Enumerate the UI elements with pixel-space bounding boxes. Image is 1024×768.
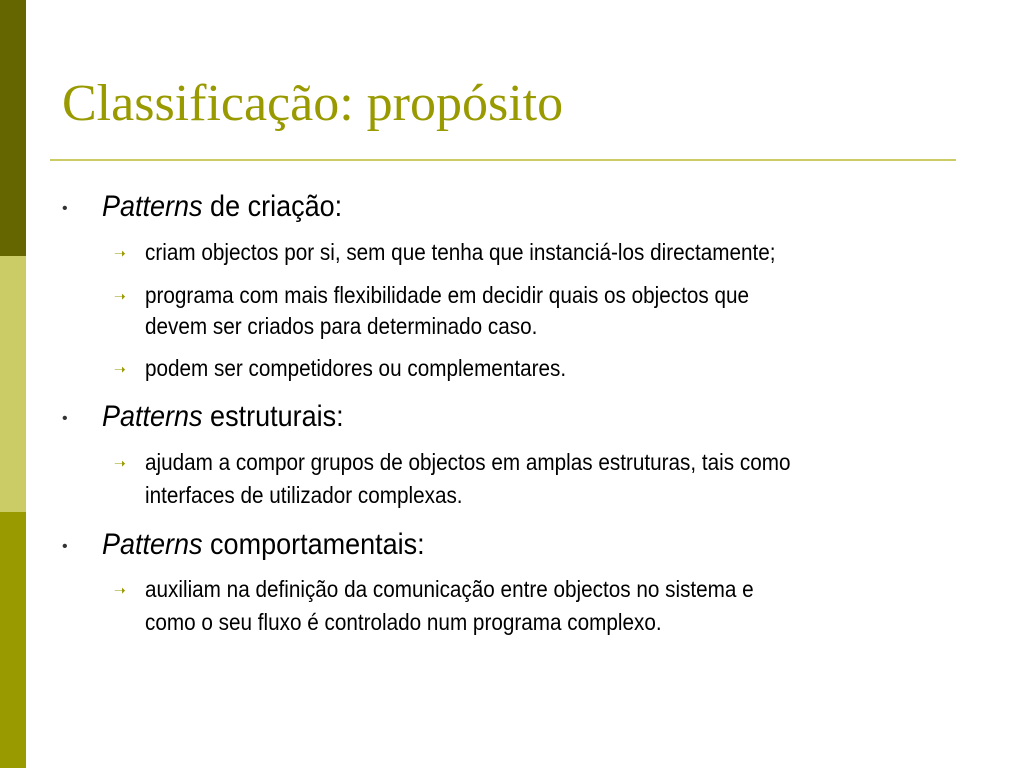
sub-bullet-icon: ➝: [114, 455, 126, 471]
section-heading-behavioral: [102, 527, 425, 563]
bullet-icon: •: [62, 538, 68, 555]
list-item: ajudam a compor grupos de objectos em amplas estruturas, tais como: [145, 449, 791, 475]
section-heading-creational: [102, 189, 342, 225]
sub-bullet-icon: ➝: [114, 245, 126, 261]
list-item: criam objectos por si, sem que tenha que instanciá-los directamente;: [145, 239, 776, 265]
section-heading-text: de criação:: [202, 190, 343, 223]
section-heading-text: comportamentais:: [202, 528, 425, 561]
sub-bullet-icon: ➝: [114, 288, 126, 304]
section-heading-emphasis: Patterns: [102, 400, 203, 433]
sub-bullet-icon: ➝: [114, 582, 126, 598]
slide-title: Classificação: propósito: [62, 75, 564, 132]
section-heading-structural: [102, 399, 344, 435]
section-heading-emphasis: Patterns: [102, 528, 203, 561]
list-item-continuation: como o seu fluxo é controlado num programa complexo.: [145, 609, 662, 635]
section-heading-text: estruturais:: [202, 400, 344, 433]
list-item-continuation: devem ser criados para determinado caso.: [145, 313, 538, 339]
bullet-icon: •: [62, 410, 68, 427]
sub-bullet-icon: ➝: [114, 361, 126, 377]
list-item-continuation: interfaces de utilizador complexas.: [145, 482, 463, 508]
bullet-icon: •: [62, 200, 68, 217]
list-item: auxiliam na definição da comunicação entre objectos no sistema e: [145, 576, 754, 602]
list-item: podem ser competidores ou complementares.: [145, 355, 567, 381]
section-heading-emphasis: Patterns: [102, 190, 203, 223]
list-item: programa com mais flexibilidade em decidir quais os objectos que: [145, 282, 750, 308]
